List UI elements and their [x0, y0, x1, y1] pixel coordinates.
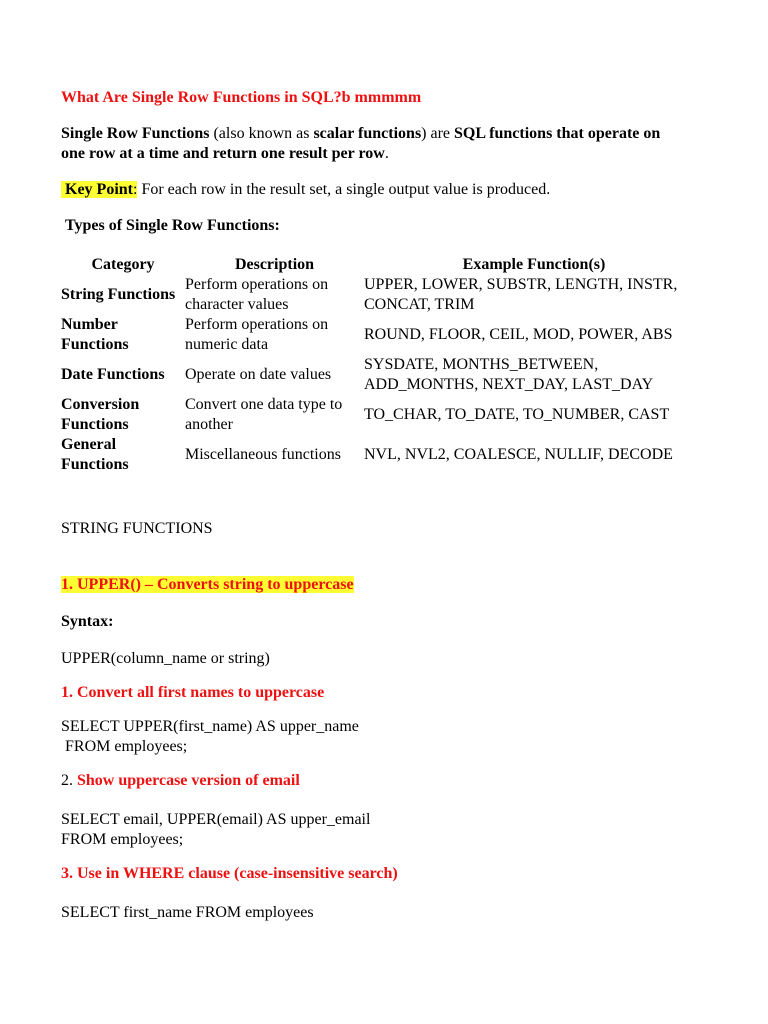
intro-paragraph — [61, 124, 681, 164]
table-row — [61, 275, 704, 315]
header-category: Category — [91, 255, 155, 273]
example-1-code — [61, 717, 711, 757]
string-functions-heading: STRING FUNCTIONS — [61, 520, 213, 537]
example-3-heading: 3. Use in WHERE clause (case-insensitive search) — [61, 865, 398, 882]
table-header-row — [61, 254, 704, 275]
example-3-code — [61, 903, 711, 923]
cell-description: Operate on date values — [185, 366, 332, 383]
upper-heading: 1. UPPER() – Converts string to uppercase — [61, 576, 354, 593]
intro-definition: SQL functions that operate on one row at a time and return one result per row — [61, 125, 661, 162]
cell-examples: SYSDATE, MONTHS_BETWEEN, ADD_MONTHS, NEXT_DAY, LAST_DAY — [364, 356, 654, 393]
code-line: SELECT UPPER(first_name) AS upper_name — [61, 718, 359, 735]
example-2-heading: Show uppercase version of email — [77, 772, 300, 789]
table-row — [61, 435, 704, 475]
cell-examples: TO_CHAR, TO_DATE, TO_NUMBER, CAST — [364, 406, 670, 423]
intro-scalar: scalar functions — [313, 125, 422, 142]
document-title: What Are Single Row Functions in SQL?b mmmmm — [61, 89, 422, 106]
code-line: FROM employees; — [61, 738, 188, 755]
cell-description: Perform operations on character values — [185, 276, 329, 313]
example-2-heading-wrap — [61, 771, 711, 791]
intro-text-2: ) are — [421, 125, 455, 142]
example-2-number: 2. — [61, 772, 77, 789]
cell-examples: NVL, NVL2, COALESCE, NULLIF, DECODE — [364, 446, 673, 463]
types-heading: Types of Single Row Functions: — [65, 217, 280, 234]
code-line: SELECT first_name FROM employees — [61, 904, 314, 921]
cell-description: Perform operations on numeric data — [185, 316, 329, 353]
intro-term: Single Row Functions — [61, 125, 210, 142]
cell-category: String Functions — [61, 286, 176, 303]
intro-text-3: . — [384, 145, 389, 162]
function-types-table — [61, 254, 704, 475]
header-examples: Example Function(s) — [462, 255, 606, 273]
header-description: Description — [234, 255, 315, 273]
cell-category: Date Functions — [61, 366, 165, 383]
upper-heading-wrap — [61, 575, 711, 595]
syntax-code: UPPER(column_name or string) — [61, 650, 270, 667]
cell-category: Number Functions — [61, 316, 129, 353]
table-row — [61, 395, 704, 435]
key-point — [61, 180, 711, 200]
example-2-code — [61, 810, 711, 850]
key-point-highlight — [61, 181, 137, 198]
code-line: SELECT email, UPPER(email) AS upper_email — [61, 811, 371, 828]
cell-examples: UPPER, LOWER, SUBSTR, LENGTH, INSTR, CONCAT, TRIM — [364, 276, 678, 313]
key-point-colon: : — [133, 181, 138, 198]
code-line: FROM employees; — [61, 831, 184, 848]
cell-category: General Functions — [61, 436, 129, 473]
cell-description: Miscellaneous functions — [185, 446, 341, 463]
syntax-label: Syntax: — [61, 613, 114, 630]
cell-description: Convert one data type to another — [185, 396, 343, 433]
intro-text-1: (also known as — [209, 125, 314, 142]
example-1-heading: 1. Convert all first names to uppercase — [61, 684, 325, 701]
cell-examples: ROUND, FLOOR, CEIL, MOD, POWER, ABS — [364, 326, 673, 343]
key-point-text: For each row in the result set, a single output value is produced. — [137, 181, 551, 198]
table-row — [61, 315, 704, 355]
table-row — [61, 355, 704, 395]
cell-category: Conversion Functions — [61, 396, 140, 433]
key-point-label: Key Point — [65, 181, 133, 198]
